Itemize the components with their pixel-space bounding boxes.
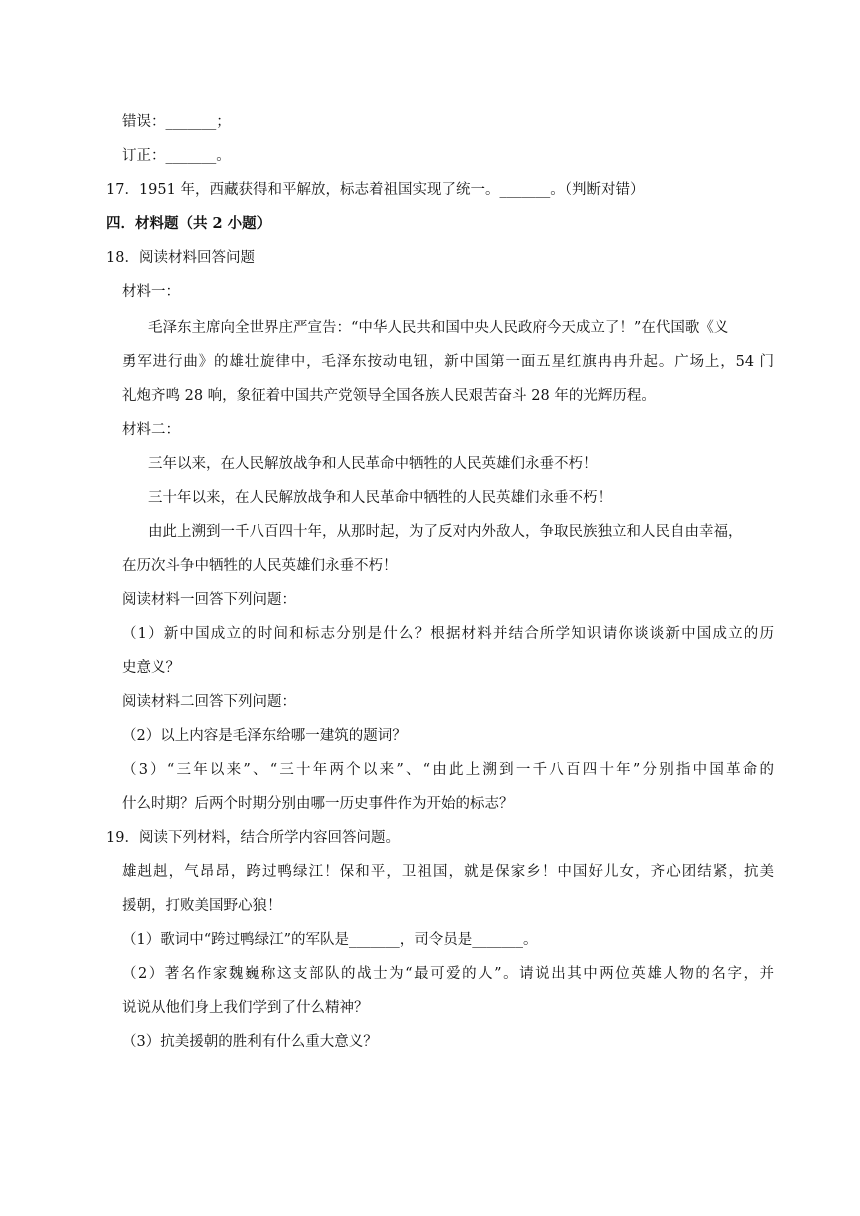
material-two-text-line: 由此上溯到一千八百四十年，从那时起，为了反对内外敌人，争取民族独立和人民自由幸福，	[148, 524, 743, 540]
question-18-1: （1）新中国成立的时间和标志分别是什么？根据材料并结合所学知识请你谈谈新中国成立的历	[122, 626, 774, 642]
material-two-text-line: 三年以来，在人民解放战争和人民革命中牺牲的人民英雄们永垂不朽！	[148, 456, 598, 472]
question-19-2-cont: 说说从他们身上我们学到了什么精神？	[122, 1000, 369, 1016]
question-18-1-cont: 史意义？	[122, 660, 180, 676]
error-answer-line: 错误：_______；	[122, 114, 231, 130]
question-18-3: （3）“三年以来”、“三十年两个以来”、“由此上溯到一千八百四十年”分别指中国革命的	[122, 762, 774, 778]
instruction-material-two: 阅读材料二回答下列问题：	[122, 694, 296, 710]
lyrics-line: 雄赳赳，气昂昂，跨过鸭绿江！保和平，卫祖国，就是保家乡！中国好儿女，齐心团结紧，抗美	[122, 864, 774, 880]
question-18-title: 18．阅读材料回答问题	[106, 250, 255, 266]
question-19-2: （2）著名作家魏巍称这支部队的战士为“最可爱的人”。请说出其中两位英雄人物的名字，并	[122, 966, 774, 982]
question-19-title: 19．阅读下列材料，结合所学内容回答问题。	[106, 830, 400, 846]
question-18-2: （2）以上内容是毛泽东给哪一建筑的题词？	[122, 728, 407, 744]
material-one-text-line: 礼炮齐鸣 28 响，象征着中国共产党领导全国各族人民艰苦奋斗 28 年的光辉历程。	[122, 388, 656, 404]
question-17: 17．1951 年，西藏获得和平解放，标志着祖国实现了统一。_______。（判断对错）	[106, 182, 645, 198]
material-one-text-line: 勇军进行曲》的雄壮旋律中，毛泽东按动电钮，新中国第一面五星红旗冉冉升起。广场上，54 门	[122, 354, 774, 370]
lyrics-line: 援朝，打败美国野心狼！	[122, 898, 282, 914]
question-18-3-cont: 什么时期？后两个时期分别由哪一历史事件作为开始的标志？	[122, 796, 514, 812]
material-two-text-line: 三十年以来，在人民解放战争和人民革命中牺牲的人民英雄们永垂不朽！	[148, 490, 612, 506]
material-two-text-line: 在历次斗争中牺牲的人民英雄们永垂不朽！	[122, 558, 398, 574]
material-one-label: 材料一：	[122, 284, 180, 300]
instruction-material-one: 阅读材料一回答下列问题：	[122, 592, 296, 608]
question-19-3: （3）抗美援朝的胜利有什么重大意义？	[122, 1034, 378, 1050]
material-one-text-line: 毛泽东主席向全世界庄严宣告：“中华人民共和国中央人民政府今天成立了！”在代国歌《义	[148, 320, 729, 336]
material-two-label: 材料二：	[122, 422, 180, 438]
correction-answer-line: 订正：_______。	[122, 148, 231, 164]
question-19-1: （1）歌词中“跨过鸭绿江”的军队是_______，司令员是_______。	[122, 932, 538, 948]
section-heading-materials: 四．材料题（共 2 小题）	[106, 215, 272, 232]
